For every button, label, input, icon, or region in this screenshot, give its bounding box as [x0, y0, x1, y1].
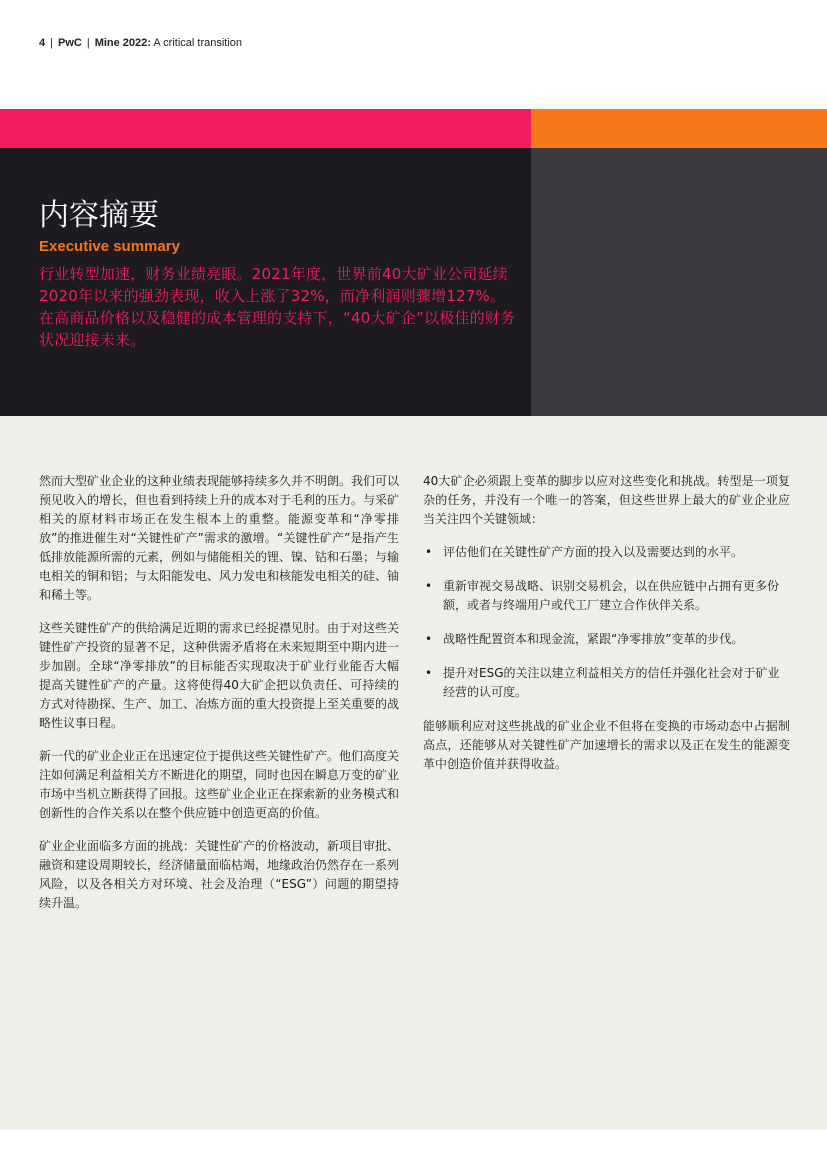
left-column: [39, 472, 399, 927]
intro-paragraph: 40大矿企必须跟上变革的脚步以应对这些变化和挑战。转型是一项复杂的任务，并没有一个唯一的答案，但这些世界上最大的矿业企业应当关注四个关键领域：: [423, 474, 790, 526]
orange-accent-bar: [531, 109, 827, 148]
page-number: 4: [39, 37, 46, 49]
running-header: [39, 37, 242, 49]
bullet-icon: •: [425, 632, 433, 646]
list-item: [423, 577, 790, 615]
body-paragraph: 矿业企业面临多方面的挑战：关键性矿产的价格波动，新项目审批、融资和建设周期较长，经济储量面临枯竭，地缘政治仍然存在一系列风险，以及各相关方对环境、社会及治理（“ESG”）问题的期望持续升温。: [39, 839, 400, 910]
body-paragraph: 新一代的矿业企业正在迅速定位于提供这些关键性矿产。他们高度关注如何满足利益相关方不断进化的期望，同时也因在瞬息万变的矿业市场中当机立断获得了回报。这些矿业企业正在探索新的业务模式和创新性的合作关系以在整个供应链中创造更高的价值。: [39, 749, 400, 820]
header-separator: |: [86, 37, 90, 49]
list-item-text: 评估他们在关键性矿产方面的投入以及需要达到的水平。: [443, 545, 744, 559]
right-column: [423, 472, 790, 788]
list-item-text: 重新审视交易战略、识别交易机会，以在供应链中占拥有更多份额，或者与终端用户或代工厂建立合作伙伴关系。: [443, 579, 780, 612]
list-item-text: 提升对ESG的关注以建立利益相关方的信任并强化社会对于矿业经营的认可度。: [443, 666, 780, 699]
brand-name: PwC: [57, 37, 82, 49]
lead-paragraph: 行业转型加速，财务业绩亮眼。2021年度，世界前40大矿业公司延续2020年以来的强劲表现，收入上涨了32%，而净利润则骤增127%。在高商品价格以及稳健的成本管理的支持下，“40大矿企”以极佳的财务状况迎接未来。: [39, 265, 516, 349]
section-subtitle: Executive summary: [39, 238, 180, 255]
key-areas-list: [423, 543, 790, 702]
list-item: [423, 543, 790, 562]
report-title: Mine 2022:: [94, 37, 151, 49]
bullet-icon: •: [425, 579, 433, 593]
list-item: [423, 630, 790, 649]
bullet-icon: •: [425, 545, 433, 559]
body-paragraph: 这些关键性矿产的供给满足近期的需求已经捉襟见肘。由于对这些关键性矿产投资的显著不足，这种供需矛盾将在未来短期至中期内进一步加剧。全球“净零排放”的目标能否实现取决于矿业行业能否大幅提高关键性矿产的产量。这将使得40大矿企把以负责任、可持续的方式对待勘探、生产、加工、冶炼方面的重大投资提上至关重要的战略性议事日程。: [39, 621, 400, 730]
list-item: [423, 664, 790, 702]
section-title: 内容摘要: [39, 198, 159, 233]
list-item-text: 战略性配置资本和现金流，紧跟“净零排放”变革的步伐。: [443, 632, 744, 646]
pink-accent-bar: [0, 109, 531, 148]
body-paragraph: 然而大型矿业企业的这种业绩表现能够持续多久并不明朗。我们可以预见收入的增长，但也看到持续上升的成本对于毛利的压力。与采矿相关的原材料市场正在发生根本上的重整。能源变革和“净零排放”的推进催生对“关键性矿产”需求的激增。“关键性矿产”是指产生低排放能源所需的元素，例如与储能相关的锂、镍、钴和石墨；与输电相关的铜和铝；与太阳能发电、风力发电和核能发电相关的硅、铀和稀土等。: [39, 474, 400, 602]
header-separator: |: [50, 37, 53, 49]
report-subtitle: A critical transition: [153, 37, 243, 49]
closing-paragraph: 能够顺利应对这些挑战的矿业企业不但将在变换的市场动态中占据制高点，还能够从对关键性矿产加速增长的需求以及正在发生的能源变革中创造价值并获得收益。: [423, 719, 790, 771]
hero-grey-panel: [531, 148, 827, 416]
bullet-icon: •: [425, 666, 433, 680]
